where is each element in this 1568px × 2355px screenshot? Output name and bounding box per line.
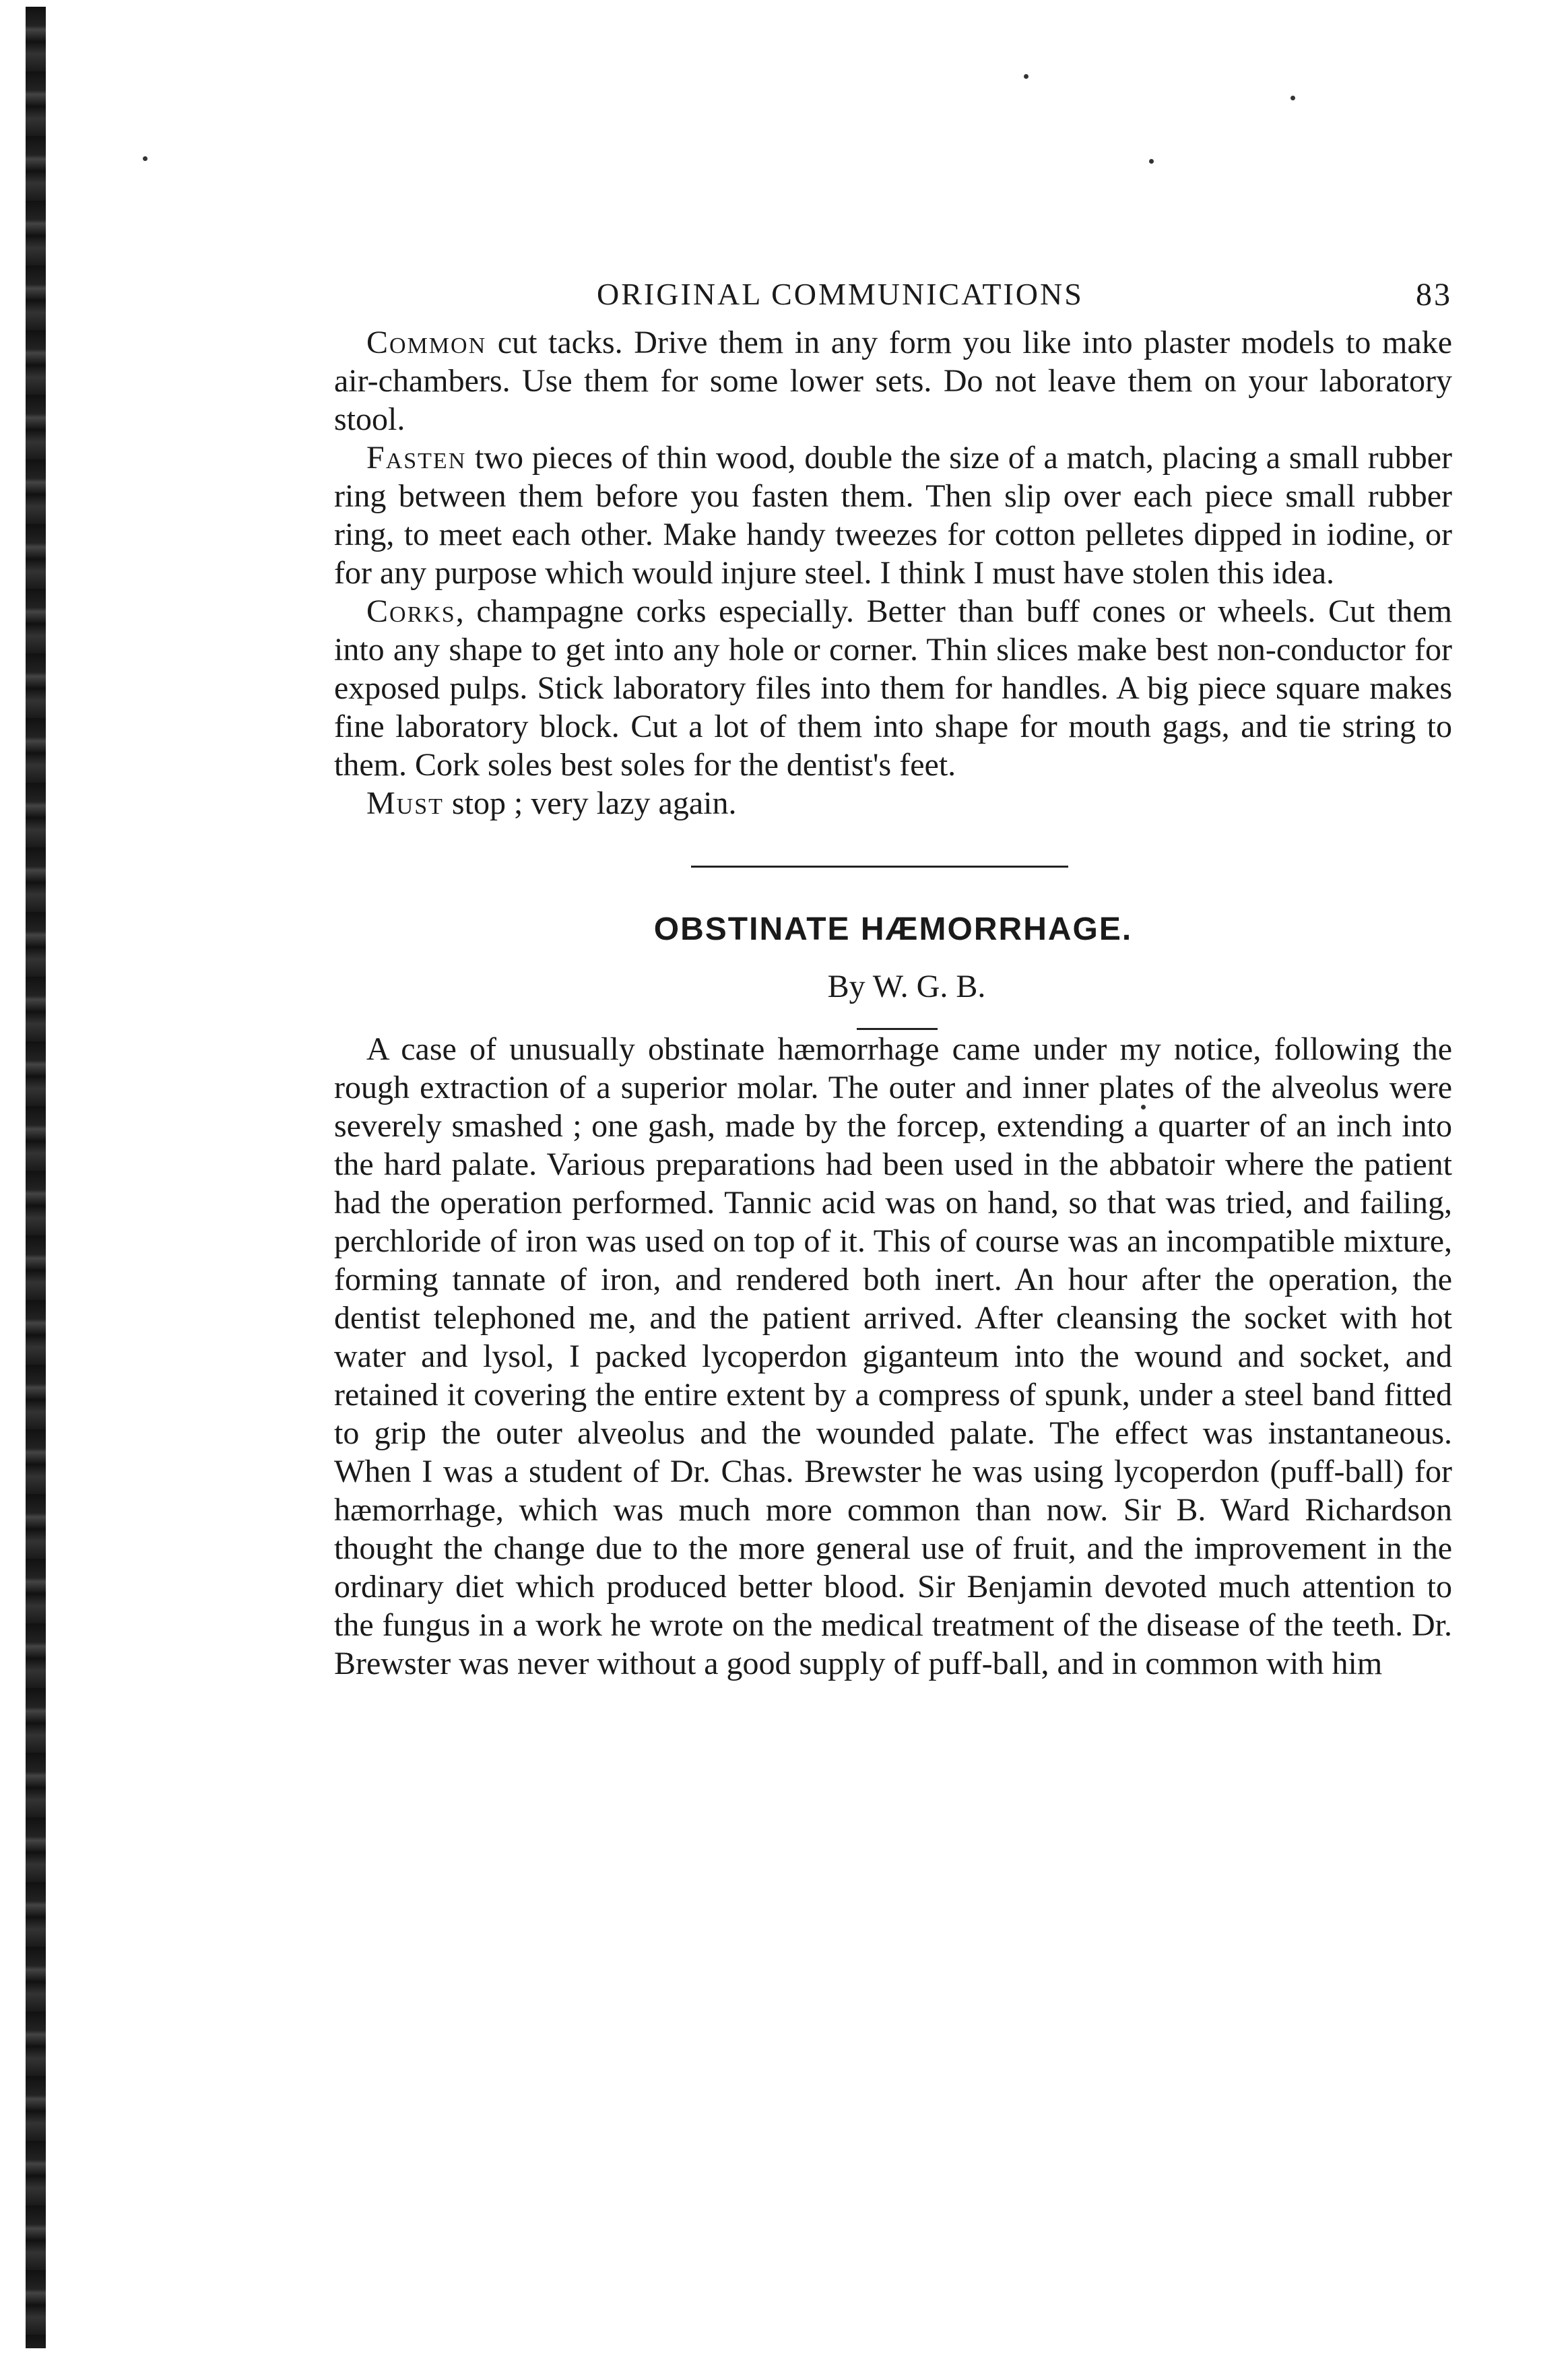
article-byline: By W. G. B.: [827, 969, 986, 1004]
paragraph-fasten: [334, 439, 1452, 592]
paragraph-lead-word: Must: [366, 785, 444, 821]
scan-speck: [1024, 74, 1028, 79]
scan-speck: [143, 156, 148, 161]
paragraph-lead-word: Fasten: [366, 440, 467, 476]
paragraph-text: cut tacks. Drive them in any form you like into plaster models to make air-chambers. Use them for some lower sets. Do not leave them on your laboratory stool.: [334, 325, 1452, 437]
article-title: OBSTINATE HÆMORRHAGE.: [653, 911, 1133, 947]
article-body: A case of unusually obstinate hæmorrhage came under my notice, following the rough extraction of a superior molar. The outer and inner plates of the alveolus were severely smashed ; one gash, made by the forcep, extending a quarter of an inch into the hard palate. Various preparations had been used in the abbatoir where the patient had the operation performed. Tannic acid was on hand, so that was tried, and failing, perchloride of iron was used on top of it. This of course was an incompatible mixture, forming tannate of iron, and rendered both inert. An hour after the operation, the dentist telephoned me, and the patient arrived. After cleansing the socket with hot water and lysol, I packed lycoperdon giganteum into the wound and socket, and retained it covering the entire extent by a compress of spunk, under a steel band fitted to grip the outer alveolus and the wounded palate. The effect was instantaneous. When I was a student of Dr. Chas. Brewster he was using lycoperdon (puff-ball) for hæmorrhage, which was much more common than now. Sir B. Ward Richardson thought the change due to the more general use of fruit, and the improvement in the ordinary diet which produced better blood. Sir Benjamin devoted much attention to the fungus in a work he wrote on the medical treatment of the disease of the teeth. Dr. Brewster was never without a good supply of puff-ball, and in common with him: [334, 1031, 1452, 1681]
paragraph-corks: [334, 592, 1452, 784]
book-page: [334, 276, 1452, 1683]
paragraph-text: stop ; very lazy again.: [443, 785, 737, 821]
section-divider-rule: [691, 866, 1068, 868]
running-head-title: ORIGINAL COMMUNICATIONS: [597, 277, 1084, 311]
paragraph-common-cut-tacks: [334, 323, 1452, 439]
scan-speck: [1291, 96, 1295, 100]
scan-speck: [1149, 159, 1154, 164]
page-number: 83: [1416, 277, 1452, 313]
running-head: [334, 276, 1452, 323]
paragraph-lead-word: Common: [366, 325, 487, 360]
paragraph-text: two pieces of thin wood, double the size of a match, placing a small rubber ring between them before you fasten them. Then slip over each piece small rubber ring, to meet each other. Make handy tweezes for cotton pelletes dipped in iodine, or for any purpose which would injure steel. I think I must have stolen this idea.: [334, 440, 1452, 591]
scanned-binding-edge: [26, 7, 46, 2348]
paragraph-lead-word: Corks: [366, 593, 456, 629]
paragraph-text: , champagne corks especially. Better than buff cones or wheels. Cut them into any shape to get into any hole or corner. Thin slices make best non-conductor for exposed pulps. Stick laboratory files into them for handles. A big piece square makes fine laboratory block. Cut a lot of them into shape for mouth gags, and tie string to them. Cork soles best soles for the dentist's feet.: [334, 593, 1452, 783]
paragraph-must-stop: [334, 784, 1452, 822]
